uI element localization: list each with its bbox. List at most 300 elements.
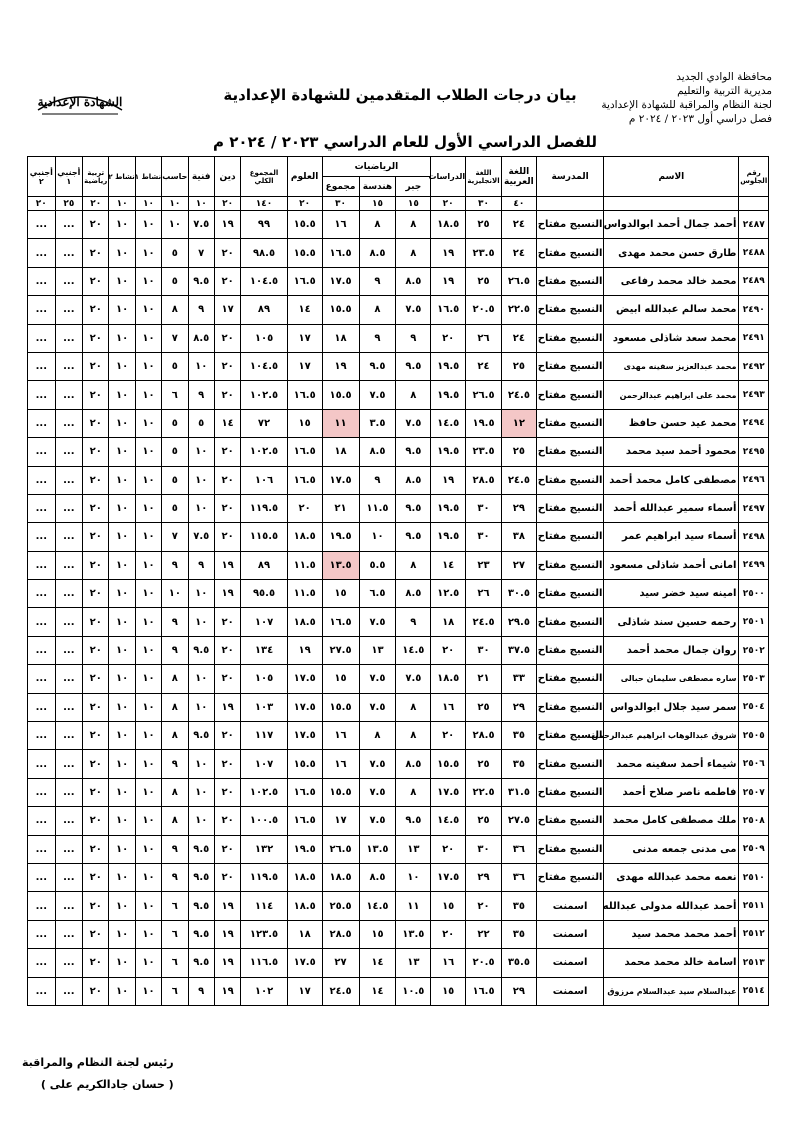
header-line-term: فصل دراسي أول ٢٠٢٣ / ٢٠٢٤ م xyxy=(628,113,772,125)
grade-cell: ١٠٢ xyxy=(241,977,287,1005)
grade-cell: ١٤.٥ xyxy=(431,807,466,835)
school-cell: النسيج مفتاح xyxy=(536,494,604,522)
grade-cell: ١٥.٥ xyxy=(287,239,322,267)
grade-cell: ١١٥.٥ xyxy=(241,523,287,551)
grade-cell: ٢٠ xyxy=(83,636,109,664)
grade-cell: ٩ xyxy=(396,608,431,636)
grade-cell: ١٠ xyxy=(188,693,214,721)
grade-cell: ٥ xyxy=(162,494,188,522)
grade-cell: ١٠٠.٥ xyxy=(241,807,287,835)
grade-cell: ١٠ xyxy=(109,977,135,1005)
grade-cell: ١٨.٥ xyxy=(287,863,322,891)
grade-cell: ١٩.٥ xyxy=(431,494,466,522)
school-cell: النسيج مفتاح xyxy=(536,580,604,608)
grade-cell: ٢٠ xyxy=(83,693,109,721)
grade-cell: ٣١.٥ xyxy=(501,778,536,806)
grade-cell: ٨ xyxy=(162,693,188,721)
school-cell: النسيج مفتاح xyxy=(536,835,604,863)
grade-cell: ... xyxy=(55,551,82,579)
grade-cell: ٢٤ xyxy=(501,324,536,352)
grade-cell: ٩.٥ xyxy=(188,920,214,948)
grade-cell: ٣٠.٥ xyxy=(501,580,536,608)
grade-cell: ٨.٥ xyxy=(396,267,431,295)
grade-cell: ٢٠ xyxy=(214,835,240,863)
grade-cell: ٢٦ xyxy=(466,580,502,608)
seat-number-cell: ٢٤٨٨ xyxy=(739,239,769,267)
grade-cell: ١٤.٥ xyxy=(396,636,431,664)
grade-cell: ٨.٥ xyxy=(188,324,214,352)
seat-number-cell: ٢٥١٠ xyxy=(739,863,769,891)
grade-cell: ١٩ xyxy=(287,636,322,664)
grade-cell: ٨.٥ xyxy=(396,750,431,778)
grade-cell: ١٣ xyxy=(359,636,396,664)
grade-cell: ١٠٢.٥ xyxy=(241,381,287,409)
grade-cell: ٨ xyxy=(162,296,188,324)
max-mark: ١٥ xyxy=(396,197,431,211)
grade-cell: ١٠ xyxy=(109,863,135,891)
grade-cell: ... xyxy=(55,608,82,636)
grade-cell: ... xyxy=(28,324,56,352)
seat-number-cell: ٢٤٩٨ xyxy=(739,523,769,551)
grade-cell: ٨ xyxy=(396,239,431,267)
grade-cell: ١٠ xyxy=(135,977,161,1005)
grade-cell: ٩.٥ xyxy=(188,722,214,750)
grade-cell: ... xyxy=(28,665,56,693)
grade-cell: ٧٢ xyxy=(241,409,287,437)
max-mark: ١٤٠ xyxy=(241,197,287,211)
grade-cell: ٩.٥ xyxy=(396,352,431,380)
col-name: الاسم xyxy=(604,157,739,197)
grade-cell: ١٣ xyxy=(396,949,431,977)
grade-cell: ٩ xyxy=(162,551,188,579)
grade-cell: ١٤.٥ xyxy=(431,409,466,437)
grade-cell: ١٠ xyxy=(188,807,214,835)
student-name-cell: أحمد جمال أحمد ابوالدواس xyxy=(604,211,739,239)
grade-cell: ٢٠ xyxy=(83,352,109,380)
grade-cell: ١٠ xyxy=(109,324,135,352)
grade-cell: ١٠ xyxy=(135,211,161,239)
page-title: بيان درجات الطلاب المتقدمين للشهادة الإعدادية xyxy=(223,86,577,104)
grade-cell: ... xyxy=(55,296,82,324)
grade-cell: ١٦ xyxy=(322,750,359,778)
grade-cell: ٣٠ xyxy=(466,636,502,664)
grade-cell: ١٦.٥ xyxy=(287,466,322,494)
table-row xyxy=(28,494,769,522)
seat-number-cell: ٢٥٠١ xyxy=(739,608,769,636)
grade-cell: ١٤ xyxy=(359,977,396,1005)
grade-cell: ١٦.٥ xyxy=(431,296,466,324)
grade-cell: ٢٢.٥ xyxy=(501,296,536,324)
grade-cell: ١٠ xyxy=(109,580,135,608)
student-name-cell: محمد سعد شاذلى مسعود xyxy=(604,324,739,352)
grade-cell: ٨ xyxy=(162,807,188,835)
grade-cell: ١٠ xyxy=(135,807,161,835)
grade-cell: ١٩.٥ xyxy=(431,438,466,466)
grade-cell: ١١.٥ xyxy=(287,551,322,579)
student-name-cell: أحمد عبدالله مدولى عبدالله xyxy=(604,892,739,920)
seat-number-cell: ٢٥١٣ xyxy=(739,949,769,977)
grade-cell: ١٧ xyxy=(214,296,240,324)
grade-cell: ١٩.٥ xyxy=(287,835,322,863)
grade-cell: ٩ xyxy=(188,977,214,1005)
grade-cell: ٢٠.٥ xyxy=(466,949,502,977)
grade-cell: ١٠٧ xyxy=(241,608,287,636)
grade-cell: ٨.٥ xyxy=(359,863,396,891)
grade-cell: ٢٩ xyxy=(501,977,536,1005)
grade-cell: ١٠ xyxy=(109,835,135,863)
grade-cell: ١٠٤.٥ xyxy=(241,267,287,295)
grade-cell: ١٠ xyxy=(135,551,161,579)
table-row xyxy=(28,551,769,579)
grade-cell: ... xyxy=(28,580,56,608)
grade-cell: ٩.٥ xyxy=(188,892,214,920)
grade-cell: ... xyxy=(28,523,56,551)
col-art: فنية xyxy=(188,157,214,197)
seat-number-cell: ٢٤٩٩ xyxy=(739,551,769,579)
grade-cell: ١٨.٥ xyxy=(431,211,466,239)
grade-cell: ١٠ xyxy=(109,807,135,835)
grade-cell: ١٥ xyxy=(322,580,359,608)
grade-cell: ١٠ xyxy=(188,352,214,380)
grades-table-wrapper xyxy=(27,156,769,1006)
grade-cell: ... xyxy=(55,494,82,522)
grade-cell: ٢٠ xyxy=(431,722,466,750)
student-name-cell: محمد سالم عبدالله ابيض xyxy=(604,296,739,324)
grade-cell: ... xyxy=(55,920,82,948)
col-science: العلوم xyxy=(287,157,322,197)
grade-cell: ... xyxy=(28,409,56,437)
school-cell: النسيج مفتاح xyxy=(536,239,604,267)
seat-number-cell: ٢٤٩٦ xyxy=(739,466,769,494)
grade-cell: ٢٦.٥ xyxy=(501,267,536,295)
grade-cell: ٧.٥ xyxy=(359,693,396,721)
table-row xyxy=(28,920,769,948)
student-name-cell: ساره مصطفى سليمان حبالى xyxy=(604,665,739,693)
signature-title: رئيس لجنة النظام والمراقبة xyxy=(22,1056,174,1069)
grade-cell: ... xyxy=(28,807,56,835)
header-line-governorate: محافظة الوادي الجديد xyxy=(676,71,772,83)
grade-cell: ٢٤.٥ xyxy=(322,977,359,1005)
grade-cell: ١٠ xyxy=(109,778,135,806)
grade-cell: ٨ xyxy=(396,722,431,750)
grade-cell: ١٢٣.٥ xyxy=(241,920,287,948)
school-cell: النسيج مفتاح xyxy=(536,722,604,750)
grade-cell: ١٩ xyxy=(214,892,240,920)
table-row xyxy=(28,239,769,267)
grade-cell: ٢٥ xyxy=(466,267,502,295)
seat-number-cell: ٢٥٠٨ xyxy=(739,807,769,835)
grade-cell: ٢٠ xyxy=(83,977,109,1005)
col-foreign1: أجنبي ١ xyxy=(55,157,82,197)
grade-cell: ٦ xyxy=(162,920,188,948)
grade-cell: ١٠٢.٥ xyxy=(241,778,287,806)
student-name-cell: أحمد محمد محمد سيد xyxy=(604,920,739,948)
grade-cell: ١٠ xyxy=(135,722,161,750)
grade-cell: ٢٠ xyxy=(83,381,109,409)
grade-cell: ٢٩ xyxy=(501,494,536,522)
grade-cell: ٢٠ xyxy=(83,211,109,239)
grade-cell: ٩.٥ xyxy=(396,494,431,522)
grade-cell: ١٩ xyxy=(431,466,466,494)
grade-cell: ١٦.٥ xyxy=(287,381,322,409)
school-cell: النسيج مفتاح xyxy=(536,381,604,409)
seat-number-cell: ٢٤٩٣ xyxy=(739,381,769,409)
grade-cell: ٩.٥ xyxy=(188,949,214,977)
grade-cell: ١٠ xyxy=(109,920,135,948)
grade-cell: ٩ xyxy=(188,381,214,409)
table-row xyxy=(28,835,769,863)
grade-cell: ... xyxy=(55,523,82,551)
grade-cell: ... xyxy=(28,494,56,522)
col-seat: رقم الجلوس xyxy=(739,157,769,197)
col-foreign2: أجنبي ٢ xyxy=(28,157,56,197)
grade-cell: ٧ xyxy=(162,523,188,551)
grade-cell: ١٩ xyxy=(322,352,359,380)
grade-cell: ١٠ xyxy=(135,438,161,466)
grade-cell: ... xyxy=(55,949,82,977)
col-activity2: نشاط ٢ xyxy=(109,157,135,197)
table-row xyxy=(28,807,769,835)
grade-cell: ... xyxy=(55,267,82,295)
grade-cell: ٣٦ xyxy=(501,835,536,863)
grade-cell: ١٠٣ xyxy=(241,693,287,721)
grade-cell: ٢٧.٥ xyxy=(501,807,536,835)
grade-cell: ٢٠ xyxy=(214,466,240,494)
page-subtitle: للفصل الدراسي الأول للعام الدراسي ٢٠٢٣ / ٢٠٢٤ م xyxy=(212,133,598,151)
table-row xyxy=(28,750,769,778)
grade-cell: ١٠ xyxy=(135,636,161,664)
grade-cell: ٢٠ xyxy=(83,892,109,920)
grade-cell: ١٠ xyxy=(135,239,161,267)
grade-cell: ٨ xyxy=(162,665,188,693)
grade-cell: ٣٥ xyxy=(501,750,536,778)
grade-cell: ١٩ xyxy=(431,267,466,295)
col-computer: حاسب xyxy=(162,157,188,197)
grade-cell: ٢٠ xyxy=(83,608,109,636)
grade-cell: ٢٤.٥ xyxy=(501,466,536,494)
table-row xyxy=(28,381,769,409)
grade-cell: ... xyxy=(55,665,82,693)
grade-cell: ٢٤ xyxy=(466,352,502,380)
grade-cell: ١٨ xyxy=(322,438,359,466)
seat-number-cell: ٢٥٠٣ xyxy=(739,665,769,693)
grade-cell: ١٠ xyxy=(188,665,214,693)
grade-cell: ٢٠ xyxy=(83,722,109,750)
grade-cell: ١٩.٥ xyxy=(431,352,466,380)
grade-cell: ... xyxy=(28,835,56,863)
grade-cell: ١٥.٥ xyxy=(322,693,359,721)
table-row xyxy=(28,892,769,920)
grade-cell: ٧ xyxy=(188,239,214,267)
grade-cell: ... xyxy=(28,892,56,920)
grade-cell: ١٢ xyxy=(501,409,536,437)
grade-cell: ... xyxy=(55,438,82,466)
grade-cell: ... xyxy=(55,750,82,778)
grade-cell: ٢٠ xyxy=(83,778,109,806)
grade-cell: ١٠ xyxy=(109,523,135,551)
grade-cell: ٣٥ xyxy=(501,722,536,750)
grade-cell: ٨ xyxy=(396,693,431,721)
grade-cell: ٢٠ xyxy=(83,438,109,466)
school-cell: النسيج مفتاح xyxy=(536,807,604,835)
grade-cell: ... xyxy=(28,977,56,1005)
student-name-cell: طارق حسن محمد مهدى xyxy=(604,239,739,267)
grade-cell: ١٥ xyxy=(431,892,466,920)
seat-number-cell: ٢٥٠٥ xyxy=(739,722,769,750)
grade-cell: ١٠ xyxy=(109,438,135,466)
grade-cell: ١٨.٥ xyxy=(287,523,322,551)
grade-cell: ٢٠ xyxy=(83,920,109,948)
grade-cell: ١٠ xyxy=(188,608,214,636)
grade-cell: ١٠ xyxy=(135,466,161,494)
grade-cell: ٢٠ xyxy=(214,608,240,636)
grade-cell: ١٠ xyxy=(135,494,161,522)
grade-cell: ١١ xyxy=(396,892,431,920)
grade-cell: ١٥.٥ xyxy=(431,750,466,778)
grade-cell: ١٦.٥ xyxy=(322,608,359,636)
grades-table-body xyxy=(28,211,769,1006)
grade-cell: ٢٧.٥ xyxy=(322,636,359,664)
grade-cell: ١٠ xyxy=(135,892,161,920)
school-cell: النسيج مفتاح xyxy=(536,324,604,352)
grade-cell: ١٧.٥ xyxy=(431,778,466,806)
grade-cell: ١٥.٥ xyxy=(287,750,322,778)
max-mark: ٣٠ xyxy=(466,197,502,211)
school-cell: النسيج مفتاح xyxy=(536,863,604,891)
grade-cell: ... xyxy=(55,580,82,608)
grade-cell: ٨.٥ xyxy=(359,438,396,466)
grade-cell: ١٥.٥ xyxy=(322,381,359,409)
grade-cell: ٥ xyxy=(188,409,214,437)
table-row xyxy=(28,636,769,664)
grade-cell: ١٩ xyxy=(214,693,240,721)
table-row xyxy=(28,693,769,721)
grade-cell: ٢٤ xyxy=(501,211,536,239)
grade-cell: ١٠ xyxy=(359,523,396,551)
grade-cell: ٢٠ xyxy=(214,267,240,295)
grade-cell: ٢٠ xyxy=(431,636,466,664)
grade-cell: ٢٠ xyxy=(83,949,109,977)
school-cell: النسيج مفتاح xyxy=(536,438,604,466)
grade-cell: ٢٠ xyxy=(214,352,240,380)
grade-cell: ١٤ xyxy=(359,949,396,977)
grade-cell: ١٧.٥ xyxy=(431,863,466,891)
grade-cell: ٩ xyxy=(359,267,396,295)
school-cell: النسيج مفتاح xyxy=(536,636,604,664)
grade-cell: ١٠٥ xyxy=(241,665,287,693)
grade-cell: ٣٠ xyxy=(466,835,502,863)
max-blank xyxy=(604,197,739,211)
grade-cell: ١٩ xyxy=(214,920,240,948)
table-row xyxy=(28,324,769,352)
table-row xyxy=(28,296,769,324)
grade-cell: ٨.٥ xyxy=(396,466,431,494)
grade-cell: ٢٠ xyxy=(83,239,109,267)
grade-cell: ١٦.٥ xyxy=(287,807,322,835)
grade-cell: ... xyxy=(28,636,56,664)
grade-cell: ٢٣.٥ xyxy=(466,438,502,466)
grade-cell: ١٥.٥ xyxy=(287,211,322,239)
grade-cell: ١٩ xyxy=(214,977,240,1005)
table-row xyxy=(28,665,769,693)
grade-cell: ٢٥ xyxy=(501,352,536,380)
grade-cell: ١٠ xyxy=(135,267,161,295)
grade-cell: ١٠ xyxy=(109,608,135,636)
grade-cell: ١٦.٥ xyxy=(287,778,322,806)
table-row xyxy=(28,778,769,806)
grade-cell: ٨.٥ xyxy=(359,239,396,267)
grade-cell: ٣٧.٥ xyxy=(501,636,536,664)
grade-cell: ١٠ xyxy=(109,494,135,522)
grade-cell: ١٩.٥ xyxy=(431,523,466,551)
grade-cell: ١٠ xyxy=(135,863,161,891)
grade-cell: ٨ xyxy=(162,778,188,806)
grade-cell: ١٠ xyxy=(109,551,135,579)
max-mark: ١٥ xyxy=(359,197,396,211)
student-name-cell: محمد عبدالعزيز سفينه مهدى xyxy=(604,352,739,380)
student-name-cell: نعمه محمد عبدالله مهدى xyxy=(604,863,739,891)
grade-cell: ١٠ xyxy=(109,267,135,295)
student-name-cell: شيماء أحمد سفينه محمد xyxy=(604,750,739,778)
school-cell: اسمنت xyxy=(536,949,604,977)
grade-cell: ١٨ xyxy=(322,324,359,352)
grade-cell: ... xyxy=(28,381,56,409)
certificate-logo xyxy=(32,80,128,120)
grade-cell: ١٧.٥ xyxy=(322,466,359,494)
grade-cell: ٢٥ xyxy=(466,211,502,239)
grade-cell: ... xyxy=(55,636,82,664)
max-mark: ٢٥ xyxy=(55,197,82,211)
grade-cell: ٢٥ xyxy=(466,807,502,835)
grade-cell: ١٠ xyxy=(109,722,135,750)
grade-cell: ٢٠ xyxy=(83,807,109,835)
grade-cell: ١٥.٥ xyxy=(322,778,359,806)
col-religion: دين xyxy=(214,157,240,197)
grade-cell: ١٥ xyxy=(431,977,466,1005)
seat-number-cell: ٢٥٠٤ xyxy=(739,693,769,721)
grade-cell: ١٠ xyxy=(135,949,161,977)
grade-cell: ١٠ xyxy=(109,693,135,721)
grade-cell: ٧.٥ xyxy=(359,381,396,409)
grade-cell: ٥ xyxy=(162,466,188,494)
grade-cell: ٩.٥ xyxy=(396,807,431,835)
grade-cell: ٢٠ xyxy=(214,438,240,466)
max-mark: ٣٠ xyxy=(322,197,359,211)
grade-cell: ٨ xyxy=(396,381,431,409)
grade-cell: ١٧ xyxy=(287,352,322,380)
student-name-cell: أسماء سيد ابراهيم عمر xyxy=(604,523,739,551)
grade-cell: ١٠ xyxy=(135,608,161,636)
school-cell: النسيج مفتاح xyxy=(536,778,604,806)
col-geometry: هندسة xyxy=(359,177,396,197)
grade-cell: ٢٢.٥ xyxy=(466,778,502,806)
grade-cell: ٩ xyxy=(359,466,396,494)
grade-cell: ١٠ xyxy=(162,211,188,239)
grade-cell: ٧.٥ xyxy=(396,665,431,693)
grade-cell: ١٠٤.٥ xyxy=(241,352,287,380)
school-cell: النسيج مفتاح xyxy=(536,750,604,778)
grade-cell: ١٠ xyxy=(135,409,161,437)
grade-cell: ١٦.٥ xyxy=(466,977,502,1005)
school-cell: النسيج مفتاح xyxy=(536,466,604,494)
grade-cell: ٢٠ xyxy=(83,409,109,437)
col-activity1: نشاط ١ xyxy=(135,157,161,197)
grade-cell: ... xyxy=(55,892,82,920)
seat-number-cell: ٢٥٠٧ xyxy=(739,778,769,806)
grade-cell: ٢٠ xyxy=(214,324,240,352)
grade-cell: ٢٧ xyxy=(501,551,536,579)
grade-cell: ٩.٥ xyxy=(188,835,214,863)
